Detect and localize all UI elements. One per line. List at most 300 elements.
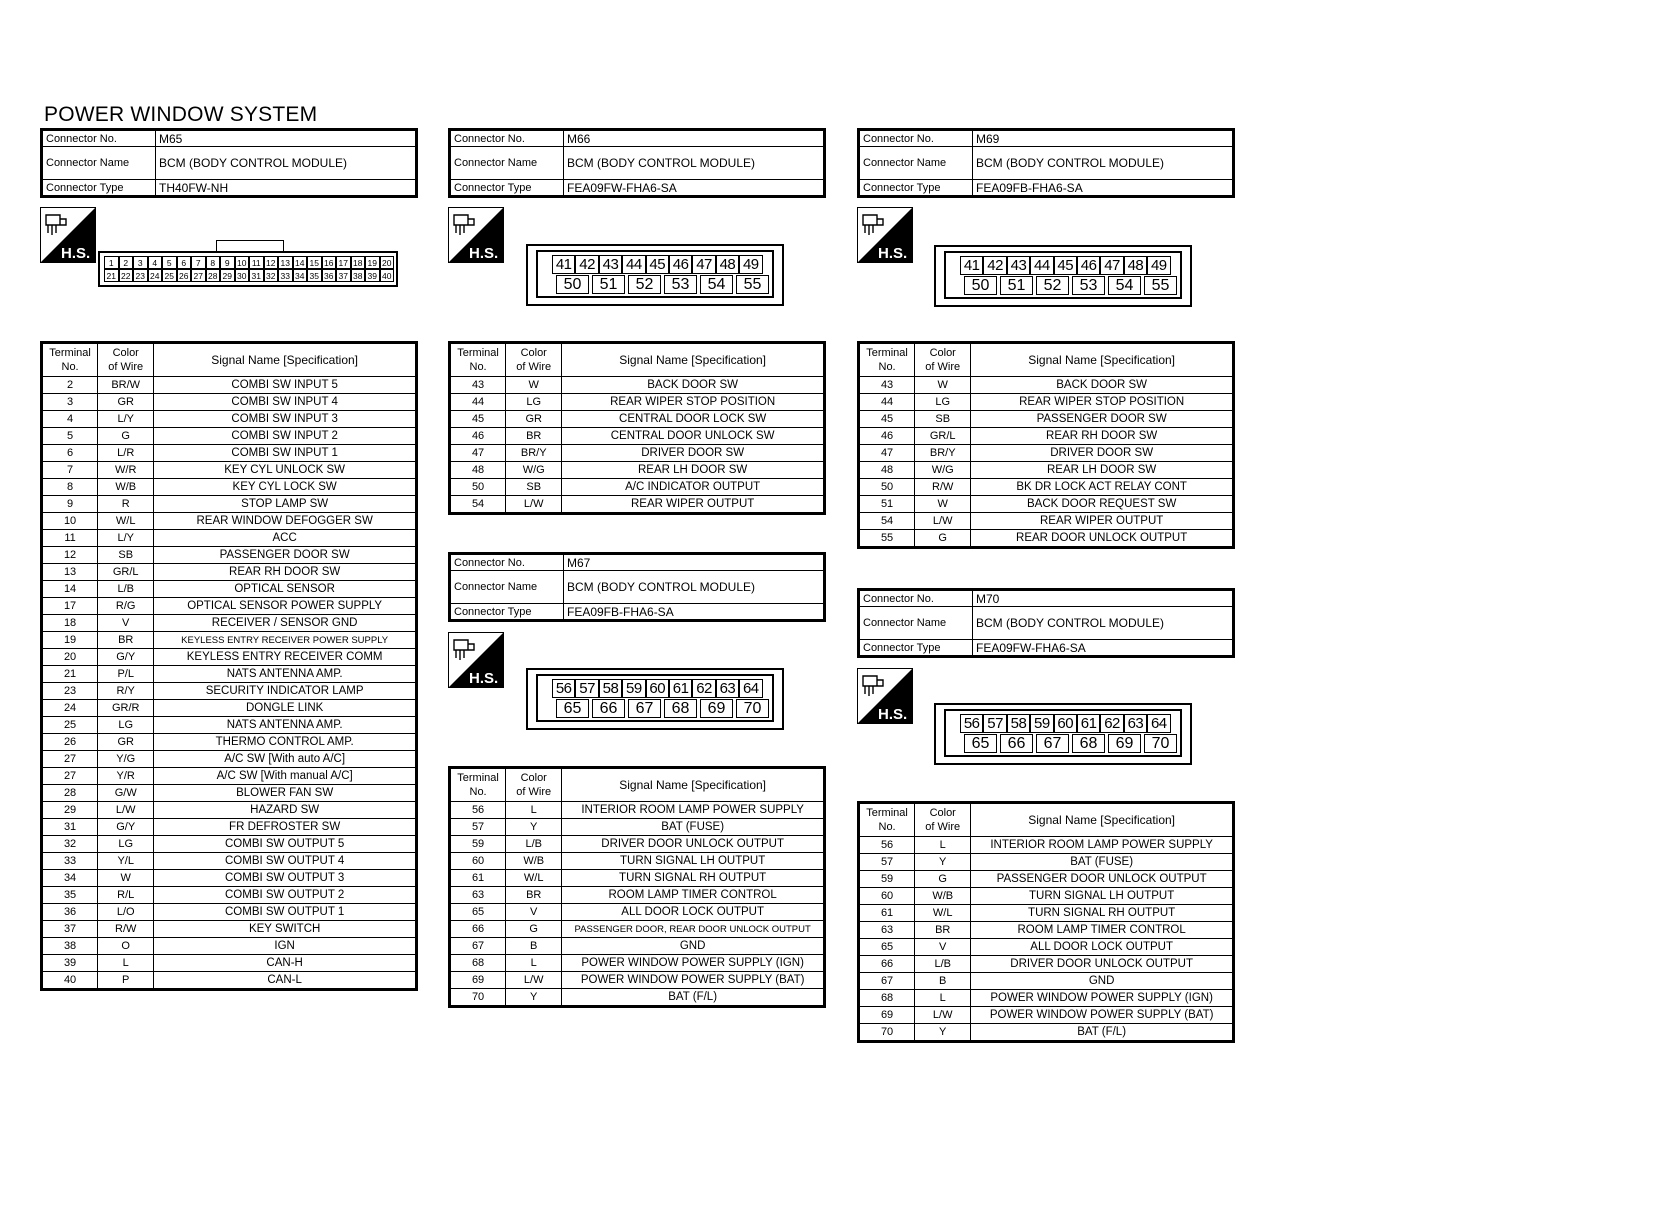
pin-cell: 47 <box>692 255 715 274</box>
harness-side-icon <box>857 207 913 263</box>
connector-face-m70 <box>934 703 1192 765</box>
connector-body <box>944 709 1182 757</box>
table-row <box>42 955 417 972</box>
wire-color: L/Y <box>98 411 154 428</box>
wire-color: W <box>915 496 971 513</box>
pin-cell: 67 <box>1036 734 1069 753</box>
table-row <box>450 819 825 836</box>
signal-name: PASSENGER DOOR UNLOCK OUTPUT <box>971 871 1234 888</box>
terminal-no: 61 <box>450 870 506 887</box>
signal-name: BAT (F/L) <box>971 1024 1234 1042</box>
pin-cell: 24 <box>148 269 163 282</box>
table-row <box>42 853 417 870</box>
wire-color: LG <box>915 394 971 411</box>
connector-no-label: Connector No. <box>42 130 156 147</box>
table-row <box>450 802 825 819</box>
connector-no-value: M69 <box>973 130 1234 147</box>
terminal-no: 17 <box>42 598 98 615</box>
pin-cell: 43 <box>599 255 622 274</box>
terminal-no-header: Terminal No. <box>450 768 506 802</box>
pin-cell: 70 <box>736 699 769 718</box>
wire-color: L/B <box>98 581 154 598</box>
connector-name-label: Connector Name <box>450 147 564 180</box>
wire-color: Y/G <box>98 751 154 768</box>
hs-label: H.S. <box>469 670 499 687</box>
connector-face-m65 <box>98 240 402 292</box>
table-row <box>42 938 417 955</box>
pin-cell: 33 <box>278 269 293 282</box>
terminal-no: 60 <box>450 853 506 870</box>
table-row <box>42 615 417 632</box>
signal-name: OPTICAL SENSOR <box>154 581 417 598</box>
connector-face-m67 <box>526 668 784 730</box>
pin-cell: 52 <box>1036 276 1069 295</box>
signal-name: DRIVER DOOR SW <box>971 445 1234 462</box>
table-row <box>42 921 417 938</box>
pin-cell: 49 <box>739 255 762 274</box>
connector-name-label: Connector Name <box>859 147 973 180</box>
signal-name: POWER WINDOW POWER SUPPLY (BAT) <box>971 1007 1234 1024</box>
pin-cell: 7 <box>191 256 206 269</box>
table-row <box>450 972 825 989</box>
table-row <box>42 717 417 734</box>
signal-name: PASSENGER DOOR SW <box>971 411 1234 428</box>
table-row <box>42 734 417 751</box>
wire-color: L/B <box>506 836 562 853</box>
table-row <box>42 819 417 836</box>
terminal-no: 12 <box>42 547 98 564</box>
signal-name: ALL DOOR LOCK OUTPUT <box>562 904 825 921</box>
terminal-no: 67 <box>450 938 506 955</box>
table-row <box>859 956 1234 973</box>
wire-color: Y <box>506 819 562 836</box>
terminal-no: 54 <box>450 496 506 514</box>
terminal-no: 66 <box>450 921 506 938</box>
signal-name: DONGLE LINK <box>154 700 417 717</box>
signal-name: BLOWER FAN SW <box>154 785 417 802</box>
table-row <box>42 751 417 768</box>
wire-color: LG <box>506 394 562 411</box>
terminal-no: 36 <box>42 904 98 921</box>
table-row <box>42 802 417 819</box>
table-row <box>450 938 825 955</box>
pin-cell: 66 <box>592 699 625 718</box>
signal-name: REAR WIPER STOP POSITION <box>971 394 1234 411</box>
terminal-no: 65 <box>450 904 506 921</box>
signal-name: REAR WIPER OUTPUT <box>562 496 825 514</box>
pin-cell: 69 <box>1108 734 1141 753</box>
signal-name: BACK DOOR SW <box>971 377 1234 394</box>
signal-name: THERMO CONTROL AMP. <box>154 734 417 751</box>
wire-color: Y/R <box>98 768 154 785</box>
terminal-table-m66 <box>448 341 826 515</box>
pin-cell: 52 <box>628 275 661 294</box>
pin-cell: 65 <box>964 734 997 753</box>
signal-name: BAT (FUSE) <box>971 854 1234 871</box>
terminal-no: 50 <box>450 479 506 496</box>
wire-color: L <box>915 837 971 854</box>
wire-color: G <box>506 921 562 938</box>
pin-cell: 60 <box>1054 714 1077 733</box>
pin-cell: 40 <box>380 269 395 282</box>
terminal-no: 10 <box>42 513 98 530</box>
pin-cell: 45 <box>646 255 669 274</box>
terminal-no: 29 <box>42 802 98 819</box>
terminal-no: 25 <box>42 717 98 734</box>
connector-name-label: Connector Name <box>42 147 156 180</box>
wire-color: GR/L <box>915 428 971 445</box>
pin-cell: 42 <box>983 256 1006 275</box>
wire-color: W/G <box>506 462 562 479</box>
wire-color: BR <box>915 922 971 939</box>
hs-label: H.S. <box>469 245 499 262</box>
pin-cell: 41 <box>960 256 983 275</box>
table-row <box>450 870 825 887</box>
pin-cell: 50 <box>964 276 997 295</box>
wire-color-header: Color of Wire <box>506 768 562 802</box>
table-row <box>859 871 1234 888</box>
wire-color: BR <box>98 632 154 649</box>
harness-side-icon <box>40 207 96 263</box>
terminal-no: 70 <box>450 989 506 1007</box>
wire-color: W/G <box>915 462 971 479</box>
signal-name: HAZARD SW <box>154 802 417 819</box>
connector-body <box>536 250 774 298</box>
pin-cell: 60 <box>646 679 669 698</box>
table-row <box>859 854 1234 871</box>
signal-name: NATS ANTENNA AMP. <box>154 666 417 683</box>
table-row <box>42 649 417 666</box>
connector-type-value: TH40FW-NH <box>156 180 417 197</box>
pin-cell: 9 <box>220 256 235 269</box>
terminal-no: 66 <box>859 956 915 973</box>
pin-cell: 17 <box>336 256 351 269</box>
terminal-no: 67 <box>859 973 915 990</box>
connector-face-m69 <box>934 245 1192 307</box>
terminal-no: 50 <box>859 479 915 496</box>
table-row <box>859 973 1234 990</box>
pin-cell: 68 <box>664 699 697 718</box>
wire-color: W <box>98 870 154 887</box>
terminal-no: 33 <box>42 853 98 870</box>
signal-name: POWER WINDOW POWER SUPPLY (BAT) <box>562 972 825 989</box>
pin-cell: 1 <box>104 256 119 269</box>
pin-cell: 67 <box>628 699 661 718</box>
pin-cell: 63 <box>716 679 739 698</box>
terminal-no: 60 <box>859 888 915 905</box>
pin-cell: 51 <box>592 275 625 294</box>
table-row <box>42 564 417 581</box>
signal-name: COMBI SW INPUT 1 <box>154 445 417 462</box>
terminal-table-m69 <box>857 341 1235 549</box>
terminal-no: 37 <box>42 921 98 938</box>
table-row <box>859 479 1234 496</box>
table-row <box>42 887 417 904</box>
terminal-no: 44 <box>859 394 915 411</box>
wire-color: Y <box>506 989 562 1007</box>
wire-color: G/W <box>98 785 154 802</box>
table-row <box>42 530 417 547</box>
wire-color: SB <box>915 411 971 428</box>
table-row <box>42 683 417 700</box>
signal-name: COMBI SW OUTPUT 3 <box>154 870 417 887</box>
table-row <box>42 377 417 394</box>
wire-color: Y <box>915 854 971 871</box>
signal-name: OPTICAL SENSOR POWER SUPPLY <box>154 598 417 615</box>
terminal-no: 21 <box>42 666 98 683</box>
terminal-no: 59 <box>859 871 915 888</box>
signal-name: RECEIVER / SENSOR GND <box>154 615 417 632</box>
wire-color: GR <box>98 734 154 751</box>
connector-info-m67 <box>448 552 826 622</box>
pin-cell: 54 <box>700 275 733 294</box>
pin-cell: 43 <box>1007 256 1030 275</box>
pin-cell: 48 <box>716 255 739 274</box>
table-row <box>450 428 825 445</box>
terminal-no: 9 <box>42 496 98 513</box>
wire-color: G/Y <box>98 819 154 836</box>
connector-name-value: BCM (BODY CONTROL MODULE) <box>973 607 1234 640</box>
terminal-no: 43 <box>450 377 506 394</box>
hs-label: H.S. <box>61 245 91 262</box>
pin-cell: 54 <box>1108 276 1141 295</box>
table-row <box>42 513 417 530</box>
signal-name: KEYLESS ENTRY RECEIVER POWER SUPPLY <box>154 632 417 649</box>
table-row <box>42 785 417 802</box>
wire-color: P/L <box>98 666 154 683</box>
pin-cell: 21 <box>104 269 119 282</box>
wire-color: SB <box>98 547 154 564</box>
wire-color: W/R <box>98 462 154 479</box>
wire-color: W/L <box>506 870 562 887</box>
connector-type-label: Connector Type <box>42 180 156 197</box>
signal-name: COMBI SW INPUT 5 <box>154 377 417 394</box>
signal-name: BACK DOOR REQUEST SW <box>971 496 1234 513</box>
terminal-no: 6 <box>42 445 98 462</box>
terminal-no: 47 <box>450 445 506 462</box>
signal-name: BAT (F/L) <box>562 989 825 1007</box>
terminal-no: 5 <box>42 428 98 445</box>
signal-name: KEY CYL UNLOCK SW <box>154 462 417 479</box>
wire-color: L/Y <box>98 530 154 547</box>
table-row <box>42 598 417 615</box>
signal-name: COMBI SW OUTPUT 5 <box>154 836 417 853</box>
connector-name-value: BCM (BODY CONTROL MODULE) <box>973 147 1234 180</box>
terminal-no: 54 <box>859 513 915 530</box>
wire-color: B <box>915 973 971 990</box>
pin-cell: 61 <box>1077 714 1100 733</box>
terminal-no: 65 <box>859 939 915 956</box>
terminal-no: 7 <box>42 462 98 479</box>
connector-name-value: BCM (BODY CONTROL MODULE) <box>564 147 825 180</box>
pin-cell: 61 <box>669 679 692 698</box>
wire-color: BR <box>506 428 562 445</box>
table-row <box>450 836 825 853</box>
terminal-no: 3 <box>42 394 98 411</box>
signal-name: POWER WINDOW POWER SUPPLY (IGN) <box>971 990 1234 1007</box>
pin-cell: 58 <box>599 679 622 698</box>
signal-name: REAR WINDOW DEFOGGER SW <box>154 513 417 530</box>
terminal-no: 39 <box>42 955 98 972</box>
signal-name: CAN-L <box>154 972 417 990</box>
terminal-no: 48 <box>450 462 506 479</box>
terminal-no: 28 <box>42 785 98 802</box>
table-row <box>859 837 1234 854</box>
table-row <box>859 1007 1234 1024</box>
table-row <box>450 887 825 904</box>
signal-name: COMBI SW INPUT 2 <box>154 428 417 445</box>
connector-info-m70 <box>857 588 1235 658</box>
pin-cell: 37 <box>336 269 351 282</box>
signal-name-header: Signal Name [Specification] <box>562 768 825 802</box>
wire-color: L/W <box>506 496 562 514</box>
terminal-no-header: Terminal No. <box>450 343 506 377</box>
pin-cell: 13 <box>278 256 293 269</box>
connector-no-label: Connector No. <box>859 130 973 147</box>
pin-cell: 48 <box>1124 256 1147 275</box>
table-row <box>450 411 825 428</box>
connector-type-value: FEA09FB-FHA6-SA <box>973 180 1234 197</box>
signal-name: INTERIOR ROOM LAMP POWER SUPPLY <box>562 802 825 819</box>
wire-color: LG <box>98 717 154 734</box>
pin-cell: 58 <box>1007 714 1030 733</box>
terminal-no-header: Terminal No. <box>859 343 915 377</box>
signal-name: REAR LH DOOR SW <box>562 462 825 479</box>
pin-cell: 22 <box>119 269 134 282</box>
terminal-no: 23 <box>42 683 98 700</box>
wire-color: W/L <box>98 513 154 530</box>
table-row <box>42 870 417 887</box>
pin-cell: 31 <box>249 269 264 282</box>
wire-color: W/B <box>98 479 154 496</box>
pin-cell: 55 <box>1144 276 1177 295</box>
terminal-no: 38 <box>42 938 98 955</box>
terminal-no: 68 <box>859 990 915 1007</box>
table-row <box>450 394 825 411</box>
wire-color: L/B <box>915 956 971 973</box>
terminal-table-m70 <box>857 801 1235 1043</box>
wire-color-header: Color of Wire <box>98 343 154 377</box>
terminal-no: 57 <box>450 819 506 836</box>
signal-name: TURN SIGNAL RH OUTPUT <box>971 905 1234 922</box>
table-row <box>450 921 825 938</box>
pin-cell: 59 <box>622 679 645 698</box>
signal-name: BACK DOOR SW <box>562 377 825 394</box>
pin-cell: 6 <box>177 256 192 269</box>
terminal-no: 43 <box>859 377 915 394</box>
pin-cell: 10 <box>235 256 250 269</box>
wire-color: V <box>98 615 154 632</box>
signal-name: REAR WIPER OUTPUT <box>971 513 1234 530</box>
hs-label: H.S. <box>878 245 908 262</box>
pin-cell: 23 <box>133 269 148 282</box>
terminal-no: 48 <box>859 462 915 479</box>
signal-name: COMBI SW OUTPUT 2 <box>154 887 417 904</box>
wire-color: W/B <box>506 853 562 870</box>
wire-color: G <box>915 871 971 888</box>
terminal-no: 45 <box>450 411 506 428</box>
pin-cell: 19 <box>365 256 380 269</box>
signal-name: TURN SIGNAL RH OUTPUT <box>562 870 825 887</box>
signal-name: REAR RH DOOR SW <box>971 428 1234 445</box>
wire-color: R/W <box>98 921 154 938</box>
terminal-no: 45 <box>859 411 915 428</box>
signal-name: A/C SW [With auto A/C] <box>154 751 417 768</box>
pin-cell: 44 <box>622 255 645 274</box>
signal-name: KEYLESS ENTRY RECEIVER COMM <box>154 649 417 666</box>
signal-name: CENTRAL DOOR UNLOCK SW <box>562 428 825 445</box>
terminal-no: 19 <box>42 632 98 649</box>
signal-name: COMBI SW OUTPUT 4 <box>154 853 417 870</box>
wire-color: R/Y <box>98 683 154 700</box>
table-row <box>859 922 1234 939</box>
signal-name: COMBI SW OUTPUT 1 <box>154 904 417 921</box>
connector-type-value: FEA09FW-FHA6-SA <box>564 180 825 197</box>
wire-color: BR <box>506 887 562 904</box>
wire-color: R/L <box>98 887 154 904</box>
wire-color: GR/L <box>98 564 154 581</box>
terminal-no: 56 <box>859 837 915 854</box>
connector-name-label: Connector Name <box>450 571 564 604</box>
terminal-no: 69 <box>859 1007 915 1024</box>
harness-side-icon <box>448 207 504 263</box>
terminal-no: 27 <box>42 768 98 785</box>
wire-color: L/O <box>98 904 154 921</box>
connector-no-label: Connector No. <box>450 554 564 571</box>
wire-color: GR <box>506 411 562 428</box>
signal-name: FR DEFROSTER SW <box>154 819 417 836</box>
terminal-table-m67 <box>448 766 826 1008</box>
terminal-no: 70 <box>859 1024 915 1042</box>
table-row <box>859 428 1234 445</box>
table-row <box>42 462 417 479</box>
wire-color: P <box>98 972 154 990</box>
terminal-no: 40 <box>42 972 98 990</box>
connector-type-label: Connector Type <box>859 180 973 197</box>
signal-name: KEY CYL LOCK SW <box>154 479 417 496</box>
connector-face-m66 <box>526 244 784 306</box>
table-row <box>450 479 825 496</box>
pin-cell: 28 <box>206 269 221 282</box>
terminal-no: 63 <box>450 887 506 904</box>
wire-color-header: Color of Wire <box>915 343 971 377</box>
wire-color: W <box>506 377 562 394</box>
pin-cell: 63 <box>1124 714 1147 733</box>
wire-color: GR <box>98 394 154 411</box>
table-row <box>42 479 417 496</box>
table-row <box>42 547 417 564</box>
table-row <box>859 905 1234 922</box>
hs-label: H.S. <box>878 706 908 723</box>
wire-color: L <box>506 802 562 819</box>
wire-color: R <box>98 496 154 513</box>
pin-cell: 35 <box>307 269 322 282</box>
pin-cell: 64 <box>1147 714 1170 733</box>
pin-cell: 57 <box>983 714 1006 733</box>
signal-name: PASSENGER DOOR SW <box>154 547 417 564</box>
wire-color: L <box>506 955 562 972</box>
pin-cell: 56 <box>552 679 575 698</box>
table-row <box>859 496 1234 513</box>
terminal-no: 35 <box>42 887 98 904</box>
table-row <box>450 445 825 462</box>
pin-cell: 4 <box>148 256 163 269</box>
terminal-no: 13 <box>42 564 98 581</box>
pin-cell: 62 <box>692 679 715 698</box>
wire-color-header: Color of Wire <box>915 803 971 837</box>
table-row <box>859 411 1234 428</box>
pin-cell: 70 <box>1144 734 1177 753</box>
